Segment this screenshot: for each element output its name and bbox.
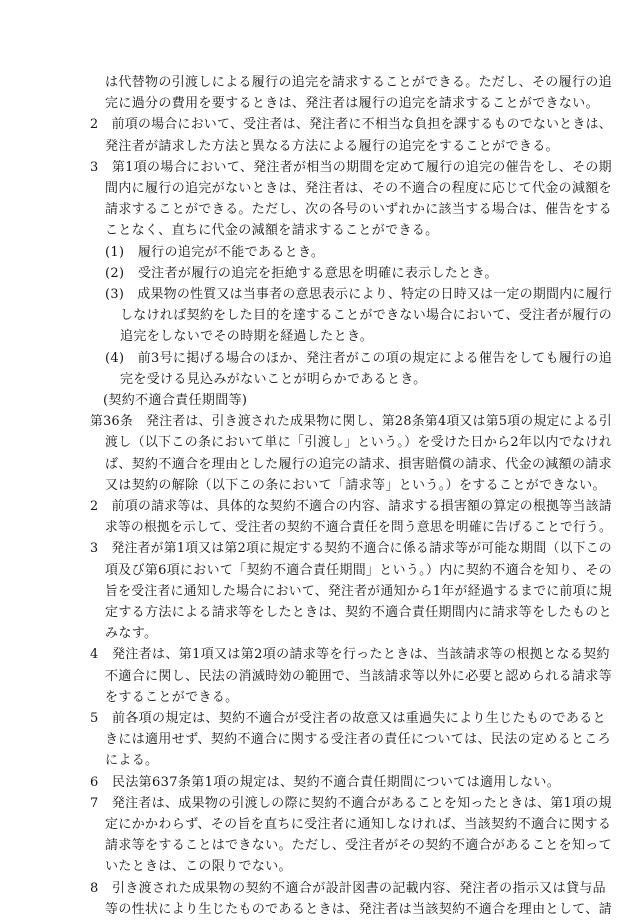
text-line: による。 [105,753,159,769]
text-line: 7 発注者は、成果物の引渡しの際に契約不適合があることを知ったときは、第1項の規 [90,795,612,811]
text-line: 請求等をすることはできない。ただし、受注者がその契約不適合があることを知って [105,838,613,854]
text-line: 6 民法第637条第1項の規定は、契約不適合責任期間については適用しない。 [90,774,561,790]
text-line: 渡し（以下この条において単に「引渡し」という。）を受けた日から2年以内でなけれ [105,435,612,451]
text-line: 項及び第6項において「契約不適合責任期間」という。）内に契約不適合を知り、その [105,562,612,578]
text-line: 等の性状により生じたものであるときは、発注者は当該契約不適合を理由として、請 [105,901,612,917]
text-line: ば、契約不適合を理由とした履行の追完の請求、損害賠償の請求、代金の減額の請求 [105,456,613,472]
text-line: しなければ契約をした目的を達することができない場合において、受注者が履行の [120,308,613,324]
text-line: 請求することができる。ただし、次の各号のいずれかに該当する場合は、催告をする [105,202,613,218]
text-line: 間内に履行の追完がないときは、発注者は、その不適合の程度に応じて代金の減額を [105,181,613,196]
text-line: 5 前各項の規定は、契約不適合が受注者の故意又は重過失により生じたものであると [90,711,606,726]
text-line: 追完をしないでその時期を経過したとき。 [120,329,374,345]
text-line: きには適用せず、契約不適合に関する受注者の責任については、民法の定めるところ [105,732,612,748]
text-line: 定する方法による請求等をしたときは、契約不適合責任期間内に請求等をしたものと [105,605,613,620]
text-line: 求等の根拠を示して、受注者の契約不適合責任を問う意思を明確に告げることで行う。 [105,520,613,536]
list-item: (2) 受注者が履行の追完を拒絶する意思を明確に表示したとき。 [105,265,498,281]
text-line: 定にかかわらず、その旨を直ちに受注者に通知しなければ、当該契約不適合に関する [105,817,612,832]
text-line: 8 引き渡された成果物の契約不適合が設計図書の記載内容、発注者の指示又は貸与品 [90,880,606,896]
text-line: 2 前項の場合において、受注者は、発注者に不相当な負担を課するものでないときは、 [90,117,612,133]
text-line: 不適合に関し、民法の消滅時効の範囲で、当該請求等以外に必要と認められる請求等 [105,668,612,684]
section-caption: (契約不適合責任期間等) [103,393,248,408]
text-line: 旨を受注者に通知した場合において、発注者が通知から1年が経過するまでに前項に規 [105,583,613,599]
list-item: (1) 履行の追完が不能であるとき。 [105,244,325,260]
list-item: (4) 前3号に掲げる場合のほか、発注者がこの項の規定による催告をしても履行の追 [105,350,613,366]
list-item: (3) 成果物の性質又は当事者の意思表示により、特定の日時又は一定の期間内に履行 [105,287,613,302]
text-line: 3 第1項の場合において、発注者が相当の期間を定めて履行の追完の催告をし、その期 [90,159,612,175]
text-line: ことなく、直ちに代金の減額を請求することができる。 [105,223,439,239]
article-heading-line: 第36条 発注者は、引き渡された成果物に関し、第28条第4項又は第5項の規定による引 [90,414,613,430]
text-line: 又は契約の解除（以下この条において「請求等」という。）をすることができない。 [105,477,606,493]
text-line: 完に過分の費用を要するときは、発注者は履行の追完を請求することができない。 [105,96,599,112]
text-line: 3 発注者が第1項又は第2項に規定する契約不適合に係る請求等が可能な期間（以下この [90,541,612,557]
text-line: 発注者が請求した方法と異なる方法による履行の追完をすることができる。 [105,138,559,154]
text-line: みなす。 [105,626,158,642]
text-line: 4 発注者は、第1項又は第2項の請求等を行ったときは、当該請求等の根拠となる契約 [90,647,610,663]
text-line: をすることができる。 [105,689,239,705]
text-line: 完を受ける見込みがないことが明らかであるとき。 [120,371,427,387]
text-line: いたときは、この限りでない。 [105,859,292,875]
text-line: 2 前項の請求等は、具体的な契約不適合の内容、請求する損害額の算定の根拠等当該請 [90,499,612,514]
text-line: は代替物の引渡しによる履行の追完を請求することができる。ただし、その履行の追 [105,75,613,90]
